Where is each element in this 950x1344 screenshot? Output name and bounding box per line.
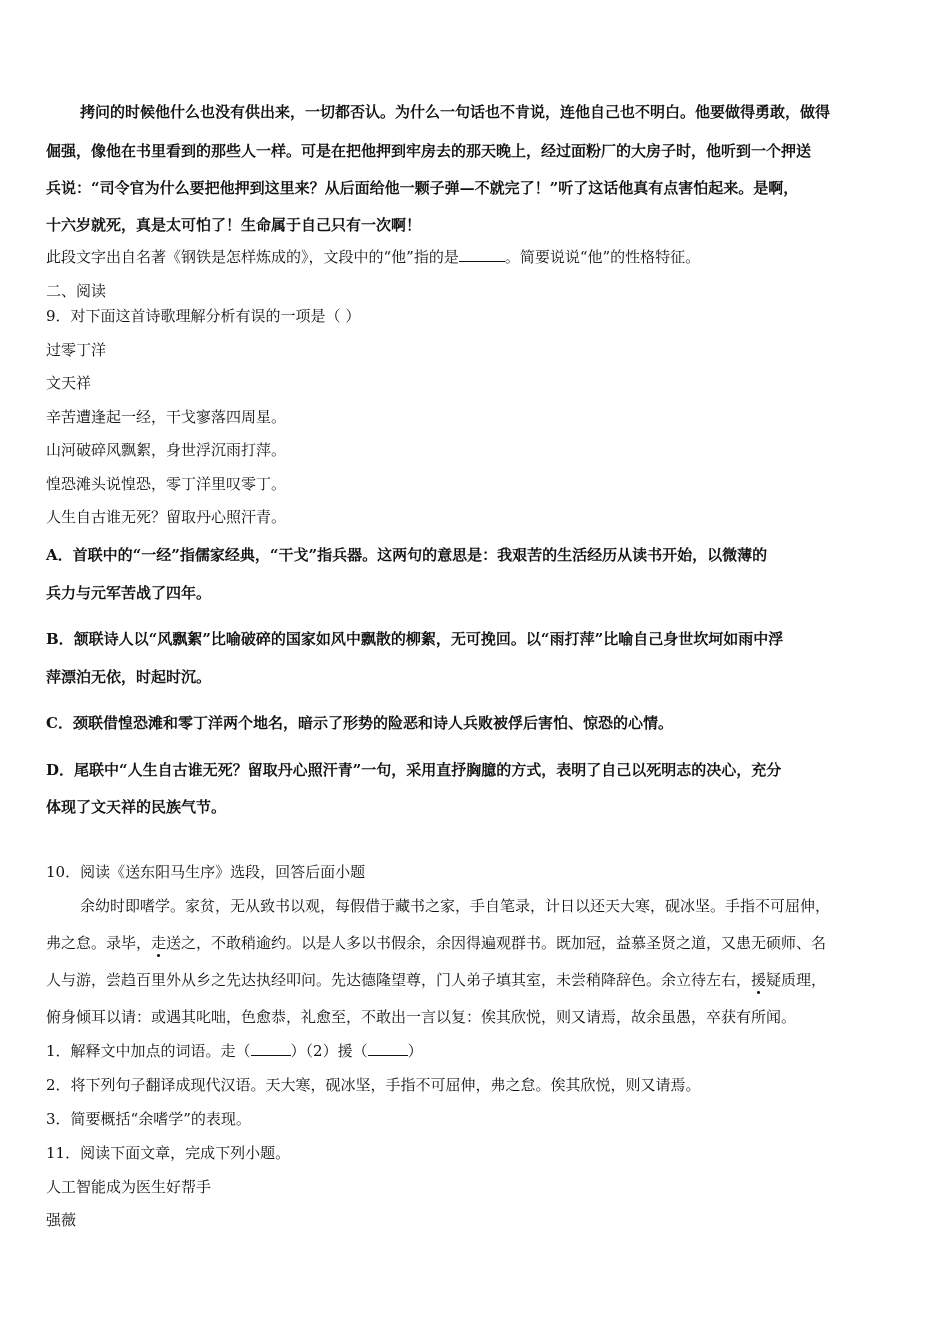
answer-blank bbox=[251, 1041, 291, 1056]
classical-line-2 bbox=[46, 933, 906, 953]
classical-text: 人与游，尝趋百里外从乡之先达执经叩问。先达德隆望尊，门人弟子填其室，未尝稍降辞色。余立待左右， bbox=[46, 971, 752, 989]
option-a-line-2: 兵力与元军苦战了四年。 bbox=[46, 584, 212, 602]
option-a-line-1: A．首联中的“一经”指儒家经典，“干戈”指兵器。这两句的意思是：我艰苦的生活经历从读书开始，以微薄的 bbox=[46, 546, 768, 564]
dotted-word-zou: 走 bbox=[151, 934, 167, 952]
option-d-line-1: D．尾联中“人生自古谁无死？留取丹心照汗青”一句，采用直抒胸臆的方式，表明了自己以死明志的决心，充分 bbox=[46, 761, 782, 779]
q10-subquestion-2: 2．将下列句子翻译成现代汉语。天大寒，砚冰坚，手指不可屈伸，弗之怠。俟其欣悦，则又请焉。 bbox=[46, 1076, 701, 1094]
classical-line-4: 俯身倾耳以请：或遇其叱咄，色愈恭，礼愈至，不敢出一言以复：俟其欣悦，则又请焉，故余虽愚，卒获有所闻。 bbox=[46, 1008, 797, 1026]
classical-line-1: 余幼时即嗜学。家贫，无从致书以观，每假借于藏书之家，手自笔录，计日以还天大寒，砚冰坚。手指不可屈伸， bbox=[80, 897, 831, 915]
q8-tail bbox=[46, 247, 906, 267]
poem-title: 过零丁洋 bbox=[46, 341, 107, 359]
poem-line: 辛苦遭逢起一经，干戈寥落四周星。 bbox=[46, 408, 287, 426]
subquestion-text: ）（2）援（ bbox=[290, 1042, 368, 1060]
dotted-word-yuan: 援 bbox=[751, 971, 767, 989]
poem-line: 山河破碎风飘絮，身世浮沉雨打萍。 bbox=[46, 441, 287, 459]
option-d-line-2: 体现了文天祥的民族气节。 bbox=[46, 798, 227, 816]
q8-text-before: 此段文字出自名著《钢铁是怎样炼成的》，文段中的“他”指的是 bbox=[46, 248, 459, 266]
classical-text: 疑质理， bbox=[766, 971, 827, 989]
q10-subquestion-3: 3．简要概括“余嗜学”的表现。 bbox=[46, 1110, 251, 1128]
q10-subquestion-1 bbox=[46, 1041, 906, 1061]
passage-line-3: 兵说：“司令官为什么要把他押到这里来？从后面给他一颗子弹—不就完了！”听了这话他真有点害怕起来。是啊， bbox=[46, 179, 799, 197]
article-author: 强薇 bbox=[46, 1211, 77, 1229]
poem-line: 惶恐滩头说惶恐，零丁洋里叹零丁。 bbox=[46, 475, 287, 493]
answer-blank bbox=[459, 247, 505, 262]
option-b-line-1: B．颔联诗人以“风飘絮”比喻破碎的国家如风中飘散的柳絮，无可挽回。以“雨打萍”比喻自己身世坎坷如雨中浮 bbox=[46, 630, 784, 648]
classical-text: 弗之怠。录毕， bbox=[46, 934, 152, 952]
classical-line-3 bbox=[46, 970, 906, 990]
answer-blank bbox=[368, 1041, 408, 1056]
classical-text: 送之，不敢稍逾约。以是人多以书假余，余因得遍观群书。既加冠，益慕圣贤之道，又患无硕师、名 bbox=[166, 934, 827, 952]
passage-line-4: 十六岁就死，真是太可怕了！生命属于自己只有一次啊！ bbox=[46, 216, 422, 234]
q8-text-after: 。简要说说“他”的性格特征。 bbox=[504, 248, 701, 266]
q10-stem: 10．阅读《送东阳马生序》选段，回答后面小题 bbox=[46, 863, 366, 881]
subquestion-text: ） bbox=[407, 1042, 423, 1060]
poem-author: 文天祥 bbox=[46, 374, 92, 392]
article-title: 人工智能成为医生好帮手 bbox=[46, 1178, 212, 1196]
passage-line-1: 拷问的时候他什么也没有供出来，一切都否认。为什么一句话也不肯说，连他自己也不明白。他要做得勇敢，做得 bbox=[80, 103, 831, 121]
option-c-line-1: C．颈联借惶恐滩和零丁洋两个地名，暗示了形势的险恶和诗人兵败被俘后害怕、惊恐的心情。 bbox=[46, 714, 673, 732]
q9-stem: 9．对下面这首诗歌理解分析有误的一项是（ ） bbox=[46, 307, 361, 325]
option-b-line-2: 萍漂泊无依，时起时沉。 bbox=[46, 668, 212, 686]
subquestion-text: 1．解释文中加点的词语。走（ bbox=[46, 1042, 251, 1060]
q11-stem: 11．阅读下面文章，完成下列小题。 bbox=[46, 1144, 291, 1162]
section-heading: 二、阅读 bbox=[46, 282, 107, 300]
poem-line: 人生自古谁无死？留取丹心照汗青。 bbox=[46, 508, 287, 526]
passage-line-2: 倔强，像他在书里看到的那些人一样。可是在把他押到牢房去的那天晚上，经过面粉厂的大房子时，他听到一个押送 bbox=[46, 142, 812, 160]
